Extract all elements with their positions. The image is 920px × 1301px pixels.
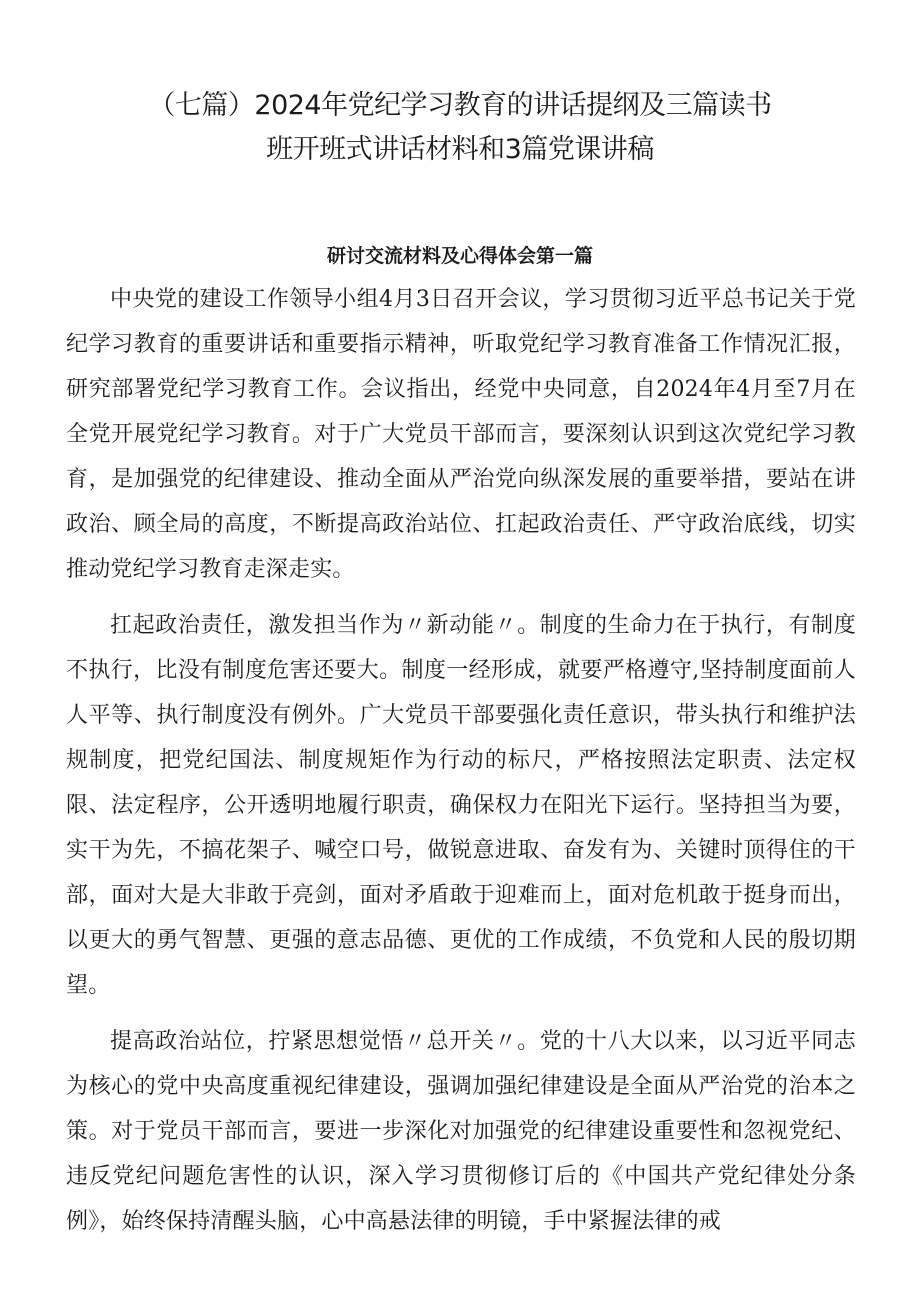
document-title-line-1: （七篇）2024年党纪学习教育的讲话提纲及三篇读书 [148,90,772,121]
document-body [66,277,856,1255]
section-heading: 研讨交流材料及心得体会第一篇 [326,245,593,267]
paragraph-2: 扛起政治责任，激发担当作为〃新动能〃。制度的生命力在于执行，有制度不执行，比没有制度危害还要大。制度一经形成，就要严格遵守,坚持制度面前人人平等、执行制度没有例外。广大党员干部要强化责任意识，带头执行和维护法规制度，把党纪国法、制度规矩作为行动的标尺，严格按照法定职责、法定权限、法定程序，公开透明地履行职责，确保权力在阳光下运行。坚持担当为要，实干为先，不搞花架子、喊空口号，做锐意进取、奋发有为、关键时顶得住的干部，面对大是大非敢于亮剑，面对矛盾敢于迎难而上，面对危机敢于挺身而出，以更大的勇气智慧、更强的意志品德、更优的工作成绩，不负党和人民的殷切期望。 [66,613,856,998]
document-title-line-2: 班开班式讲话材料和3篇党课讲稿 [266,134,654,165]
document-title [60,84,860,172]
paragraph-1: 中央党的建设工作领导小组4月3日召开会议，学习贯彻习近平总书记关于党纪学习教育的重要讲话和重要指示精神，听取党纪学习教育准备工作情况汇报，研究部署党纪学习教育工作。会议指出，经党中央同意，自2024年4月至7月在全党开展党纪学习教育。对于广大党员干部而言，要深刻认识到这次党纪学习教育，是加强党的纪律建设、推动全面从严治党向纵深发展的重要举措，要站在讲政治、顾全局的高度，不断提高政治站位、扛起政治责任、严守政治底线，切实推动党纪学习教育走深走实。 [66,287,856,582]
paragraph-3: 提高政治站位，拧紧思想觉悟〃总开关〃。党的十八大以来，以习近平同志为核心的党中央高度重视纪律建设，强调加强纪律建设是全面从严治党的治本之策。对于党员干部而言，要进一步深化对加强党的纪律建设重要性和忽视党纪、违反党纪问题危害性的认识，深入学习贯彻修订后的《中国共产党纪律处分条例》，始终保持清醒头脑，心中高悬法律的明镜，手中紧握法律的戒 [66,1029,856,1234]
